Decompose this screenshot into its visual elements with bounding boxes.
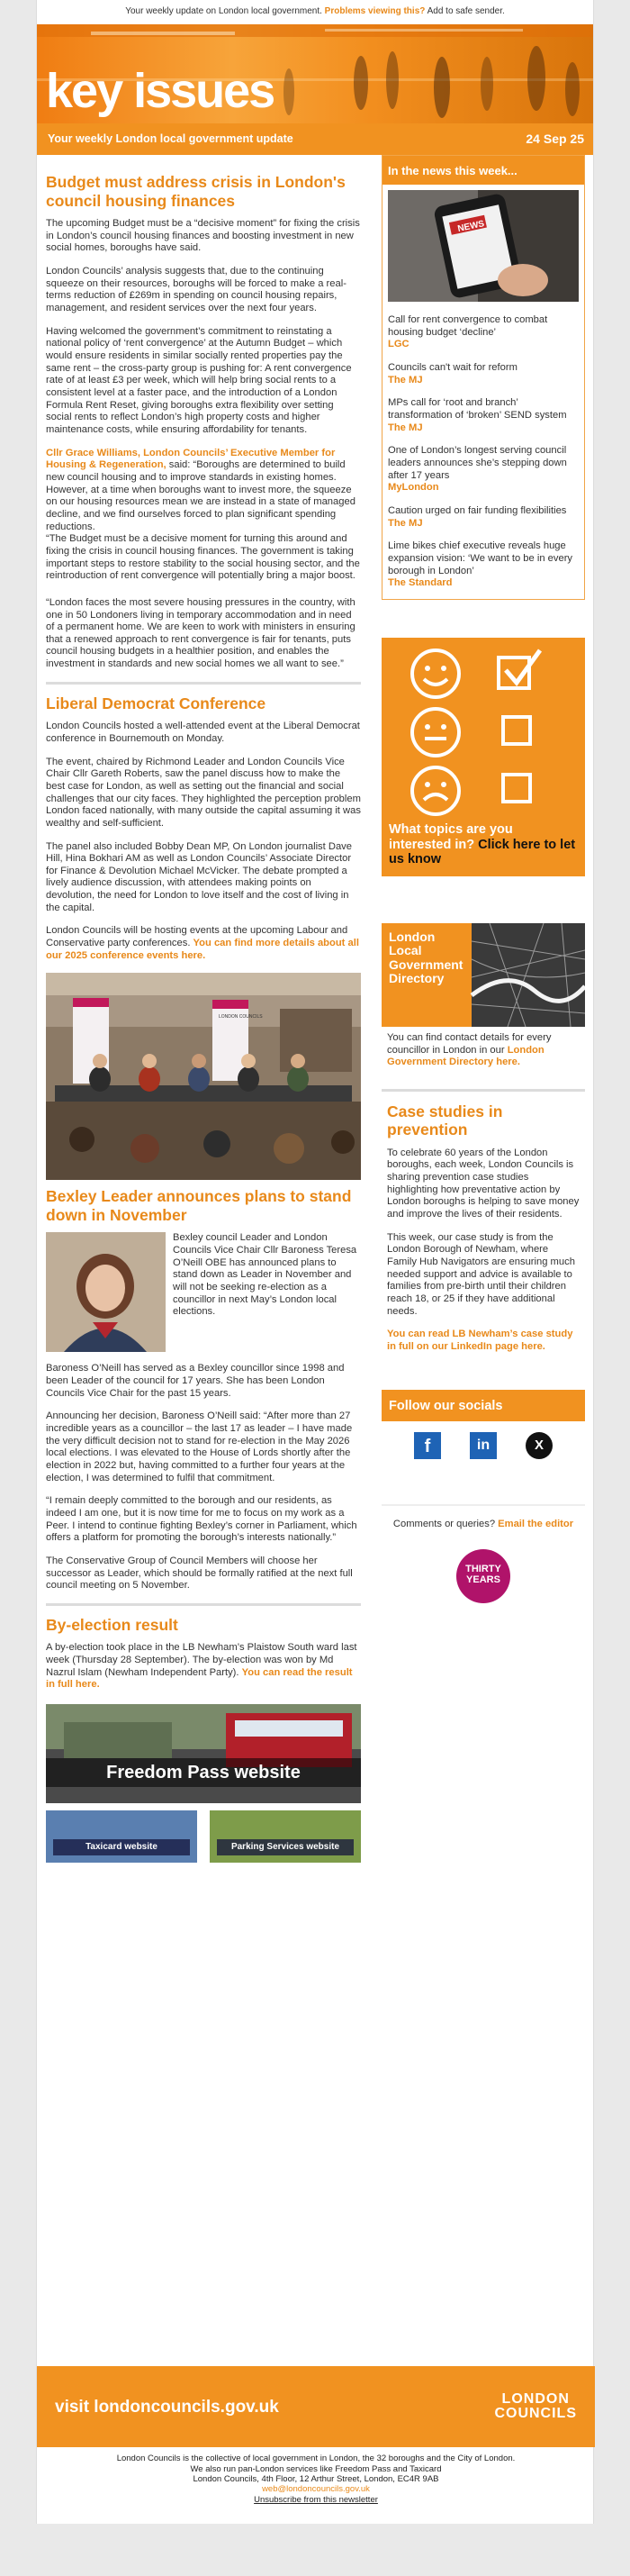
news-headline[interactable]: Call for rent convergence to combat housing budget ‘decline’ — [388, 314, 548, 338]
thirty-years-logo — [456, 1549, 510, 1603]
footer-line: London Councils is the collective of local government in London, the 32 boroughs and the City of London. — [116, 2454, 516, 2464]
website-link[interactable]: visit londoncouncils.gov.uk — [55, 2397, 279, 2417]
article-title[interactable]: Budget must address crisis in London's council housing finances — [46, 173, 346, 210]
news-item[interactable] — [388, 314, 579, 351]
portrait-illustration — [46, 1232, 166, 1352]
portrait-photo — [46, 1232, 166, 1352]
case-studies-paragraph: This week, our case study is from the London Borough of Newham, where Family Hub Navigators are ensuring much needed support and advice is available to families from pre-birth until their children reach 18, or 25 if they have additional needs. — [387, 1231, 575, 1317]
divider — [382, 1089, 585, 1092]
article-quote — [46, 448, 361, 534]
paragraph-text: London Councils will be hosting events at the upcoming Labour and Conservative party conferences. — [46, 925, 348, 949]
happy-face-icon — [412, 650, 459, 697]
article-paragraph: London Councils hosted a well-attended event at the Liberal Democrat conference in Bournemouth on Monday. — [46, 721, 360, 744]
case-studies-title: Case studies in prevention — [387, 1102, 503, 1139]
article-paragraph: The panel also included Bobby Dean MP, On London journalist Dave Hill, Hina Bokhari AM as well as London Councils’ Associate Director for Finance & Devolution Michael McVicker. The debate prompted a lively audience discussion, with attendees making points on devolution, the need for London to love itself and the cost of living in the capital. — [46, 840, 352, 913]
linkedin-icon[interactable] — [470, 1432, 497, 1459]
preheader — [36, 0, 594, 24]
banner-title: key issues — [46, 64, 274, 119]
news-item[interactable] — [388, 362, 579, 386]
header-banner — [37, 24, 593, 155]
preheader-suffix: Add to safe sender. — [427, 6, 505, 16]
article-title[interactable]: Bexley Leader announces plans to stand down in November — [46, 1187, 352, 1224]
logo-line: THIRTY — [465, 1563, 501, 1574]
parking-promo[interactable] — [210, 1810, 361, 1863]
banner-bar — [37, 123, 593, 155]
directory-title: London Local Government Directory — [389, 929, 464, 986]
case-study-link[interactable]: You can read LB Newham’s case study in full on our LinkedIn page here. — [387, 1329, 573, 1352]
speaker-name: Cllr Grace Williams, London Councils’ Executive Member for Housing & Regeneration, — [46, 447, 336, 471]
news-source: The MJ — [388, 517, 423, 529]
news-source: The MJ — [388, 422, 423, 433]
news-phone-image — [388, 190, 579, 302]
directory-text — [382, 1027, 585, 1069]
parking-label: Parking Services website — [217, 1839, 354, 1855]
photo-banner-text: LONDON COUNCILS — [219, 1014, 263, 1020]
contact-editor — [382, 1504, 585, 1531]
news-headline[interactable]: Councils can't wait for reform — [388, 362, 518, 374]
neutral-face-icon — [412, 709, 459, 756]
survey-text — [389, 822, 578, 867]
freedom-pass-label: Freedom Pass website — [46, 1758, 361, 1787]
news-source: LGC — [388, 339, 410, 350]
main-column — [46, 173, 361, 1863]
footer-line: We also run pan-London services like Freedom Pass and Taxicard — [190, 2463, 442, 2474]
news-item[interactable] — [388, 397, 579, 434]
quote-text: said: “Boroughs are determined to build new council housing and to improve standards in existing homes. However, at a time when boroughs want to invest more, the squeeze on our housing resources mean we are instead in a state of managed decline, and we find ourselves forced to plan significant spending reductions. — [46, 459, 356, 532]
london-councils-logo — [494, 2392, 577, 2421]
logo-line: LONDON — [501, 2391, 570, 2408]
survey-cta[interactable]: Click here to let us know — [389, 837, 576, 867]
article-title[interactable]: By-election result — [46, 1615, 178, 1634]
directory-panel[interactable] — [382, 923, 585, 1027]
article-libdem — [46, 694, 361, 1181]
checkbox-icon — [503, 775, 530, 802]
conference-events-link[interactable]: You can find more details about all our 2025 conference events here. — [46, 938, 359, 961]
view-online-link[interactable]: Problems viewing this? — [324, 6, 426, 16]
article-paragraph: “I remain deeply committed to the borough and our residents, as indeed I am one, but it is now time for me to focus on my work as a Peer. I intend to continue fighting Bexley’s corner in Parliament, which offers a platform for promoting the borough’s interests nationally.” — [46, 1495, 357, 1544]
phone-news-illustration — [388, 190, 579, 302]
contact-text: Comments or queries? — [392, 1519, 496, 1530]
article-byelection — [46, 1616, 361, 1692]
footer-line: London Councils, 4th Floor, 12 Arthur Street, London, EC4R 9AB — [193, 2473, 439, 2484]
news-headline[interactable]: MPs call for ‘root and branch’ transformation of ‘broken’ SEND system — [388, 397, 567, 421]
article-paragraph — [46, 925, 361, 962]
news-item[interactable] — [388, 445, 579, 494]
banner-subtitle: Your weekly London local government update — [48, 132, 293, 146]
bus-illustration — [46, 1704, 361, 1803]
social-icons — [382, 1421, 585, 1470]
bexley-intro — [46, 1232, 361, 1352]
article-paragraph: The event, chaired by Richmond Leader and London Councils Vice Chair Cllr Gareth Roberts, saw the panel discuss how to make the best case for London, as well as setting out the financial and social challenges that our city faces. They highlighted the perception problem London faced nationally, with many outside the capital assuming it was wealthy and self-sufficient. — [46, 756, 361, 829]
news-item[interactable] — [388, 505, 579, 530]
article-paragraph: Having welcomed the government’s commitment to reinstating a national policy of ‘rent convergence’ at the Autumn Budget – which would ensure residents in similar socially rented properties pay the same rent – the cross-party group is pushing for: A rent convergence rate of at least £3 per week, which will help bring social rents to a consistent level at a faster pace, and the introduction of a London Formula Rent Reset, giving boroughs extra flexibility over setting social rents to reflect London’s high property costs and higher maintenance costs, while ensuring affordability for tenants. — [46, 325, 352, 435]
panel-illustration — [46, 973, 361, 1180]
article-paragraph — [46, 1642, 361, 1692]
sad-face-icon — [412, 767, 459, 814]
taxicard-promo[interactable] — [46, 1810, 197, 1863]
article-quote: “The Budget must be a decisive moment for turning this around and fixing the crisis in council housing finances. The government is taking important steps to restore stability to the social housing sector, and the reintroduction of rent convergence will potentially bring a major boost. — [46, 533, 360, 582]
logo-line: COUNCILS — [494, 2406, 577, 2422]
email-editor-link[interactable]: Email the editor — [498, 1519, 574, 1530]
divider — [46, 682, 361, 685]
footer-band — [37, 2366, 595, 2447]
directory-description: You can find contact details for every councillor in London in our — [387, 1031, 552, 1056]
article-quote: “London faces the most severe housing pressures in the country, with one in 50 Londoners living in temporary accommodation and in need of a permanent home. We are keen to work with ministers in ensuring that a renewed approach to rent convergence is fair for tenants, puts council housing budgets in a healthier position, and enables the investment in standards and new social homes we all want to see.” — [46, 596, 356, 670]
newsletter — [36, 24, 594, 2524]
news-panel-title: In the news this week... — [382, 156, 584, 185]
facebook-icon[interactable] — [414, 1432, 441, 1459]
article-budget — [46, 173, 361, 671]
article-paragraph: The Conservative Group of Council Members will choose her successor as Leader, which should be formally ratified at the next full council meeting on 5 November. — [46, 1555, 353, 1592]
topics-survey[interactable] — [382, 638, 585, 876]
taxicard-label: Taxicard website — [53, 1839, 190, 1855]
footer-email-link[interactable]: web@londoncouncils.gov.uk — [262, 2484, 370, 2495]
checkbox-icon — [503, 717, 530, 744]
case-studies — [382, 1102, 585, 1354]
x-glyph: X — [534, 1438, 544, 1454]
case-studies-paragraph: To celebrate 60 years of the London boroughs, each week, London Councils is sharing prevention case studies highlighting how preventative action by London boroughs is helping to save money and improve the lives of their residents. — [387, 1147, 580, 1220]
divider — [46, 1603, 361, 1606]
news-list — [382, 307, 584, 599]
unsubscribe-link[interactable]: Unsubscribe from this newsletter — [254, 2494, 378, 2505]
facebook-glyph: f — [424, 1437, 431, 1457]
socials-header: Follow our socials — [382, 1390, 585, 1422]
news-headline[interactable]: Lime bikes chief executive reveals huge expansion vision: ‘We want to be in every borough in London’ — [388, 540, 573, 576]
freedom-pass-promo[interactable] — [46, 1704, 361, 1803]
news-headline[interactable]: Caution urged on fair funding flexibilities — [388, 504, 567, 516]
article-paragraph: Announcing her decision, Baroness O’Neill said: “After more than 27 incredible years as a councillor – the last 17 as leader – I have made the very difficult decision not to stand for re-election in the May 2026 local elections. I was elevated to the House of Lords shortly after the election in 2022 but, having committed to a further four years at the election, I was determined to fulfil that commitment. — [46, 1410, 353, 1483]
footer-text — [37, 2454, 595, 2505]
issue-date: 24 Sep 25 — [526, 132, 584, 147]
linkedin-glyph: in — [476, 1438, 490, 1454]
x-icon[interactable] — [526, 1432, 553, 1459]
service-links — [46, 1810, 361, 1863]
sidebar — [382, 155, 585, 1603]
article-bexley — [46, 1187, 361, 1592]
preheader-text: Your weekly update on London local government. — [125, 6, 322, 16]
article-title[interactable]: Liberal Democrat Conference — [46, 694, 266, 712]
logo-line: YEARS — [466, 1574, 500, 1586]
article-paragraph: London Councils’ analysis suggests that, due to the continuing squeeze on their resources, boroughs will be forced to make a real-terms reduction of £269m in spending on council housing repairs, management, and resident services over the next four years. — [46, 266, 346, 314]
paragraph-text: A by-election took place in the LB Newham’s Plaistow South ward last week (Thursday 28 September). The by-election was won by Md Nazrul Islam (Newham Independent Party). — [46, 1642, 357, 1678]
news-source: The Standard — [388, 577, 453, 589]
check-mark-icon — [506, 650, 540, 683]
survey-faces-illustration — [382, 638, 585, 818]
conference-panel-photo — [46, 973, 361, 1180]
news-source: MyLondon — [388, 482, 439, 494]
news-source: The MJ — [388, 374, 423, 385]
phone-news-badge: NEWS — [456, 219, 486, 235]
byelection-result-link[interactable]: You can read the result in full here. — [46, 1666, 353, 1691]
directory-link[interactable]: London Government Directory here. — [387, 1044, 544, 1068]
news-panel — [382, 155, 585, 600]
article-paragraph: Baroness O’Neill has served as a Bexley councillor since 1998 and been Leader of the council for 17 years. She has been London Councils Vice Chair for the past 15 years. — [46, 1363, 345, 1399]
article-paragraph: Bexley council Leader and London Councils Vice Chair Cllr Baroness Teresa O’Neill OBE has announced plans to stand down as Leader in November and will not be seeking re-election as a councillor in next May’s London local elections. — [173, 1232, 357, 1318]
survey-question: What topics are you interested in? — [389, 821, 513, 852]
news-item[interactable] — [388, 540, 579, 590]
news-headline[interactable]: One of London’s longest serving council leaders announces she’s stepping down after 17 years — [388, 445, 567, 481]
article-paragraph: The upcoming Budget must be a “decisive moment” for fixing the crisis in London’s council housing finances and boosting investment in new social homes, boroughs have said. — [46, 218, 360, 254]
